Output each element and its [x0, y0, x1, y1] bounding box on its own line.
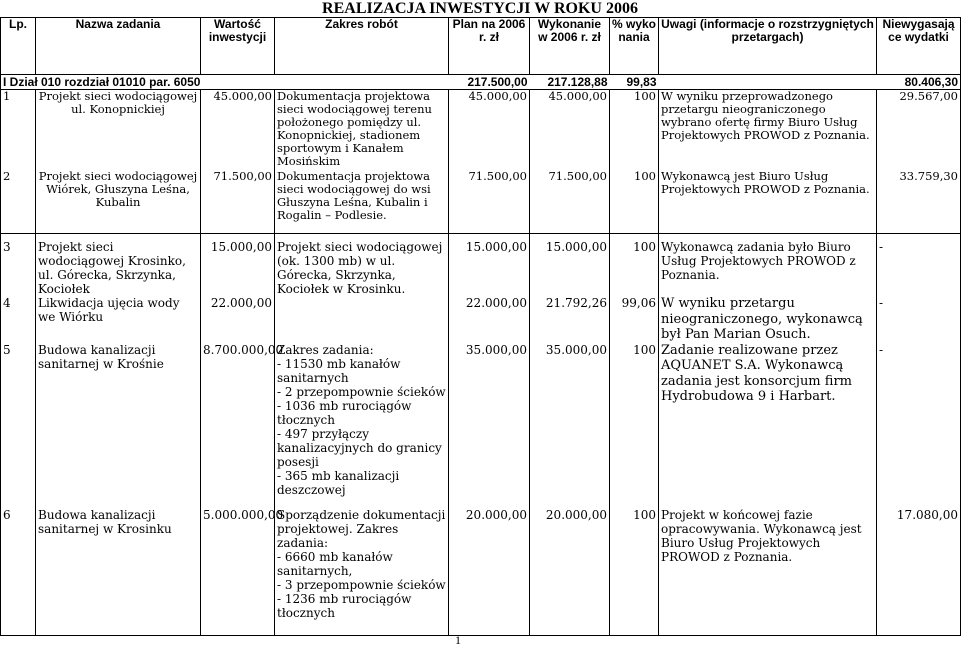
cell-plan: 71.500,00: [449, 170, 530, 234]
cell-lp: 6: [1, 508, 36, 636]
cell-niewygasajace: -: [877, 343, 961, 508]
cell-niewygasajace: -: [877, 234, 961, 297]
section-procent: 99,83: [610, 75, 659, 90]
cell-lp: 5: [1, 343, 36, 508]
cell-uwagi: Wykonawcą zadania było Biuro Usług Projektowych PROWOD z Poznania.: [659, 234, 877, 297]
cell-nazwa: Budowa kanalizacji sanitarnej w Krosinku: [36, 508, 201, 636]
table-row: [1, 296, 961, 343]
cell-wykonanie: 71.500,00: [530, 170, 610, 234]
cell-nazwa: Likwidacja ujęcia wody we Wiórku: [36, 296, 201, 343]
cell-procent: 100: [610, 508, 659, 636]
cell-wartosc: 22.000,00: [201, 296, 275, 343]
table-row: [1, 343, 961, 508]
cell-lp: 4: [1, 296, 36, 343]
cell-wartosc: 71.500,00: [201, 170, 275, 234]
cell-wartosc: 45.000,00: [201, 90, 275, 170]
cell-nazwa: Projekt sieci wodociągowej Krosinko, ul. Górecka, Skrzynka, Kociołek: [36, 234, 201, 297]
cell-procent: 100: [610, 234, 659, 297]
section-row: [1, 75, 961, 90]
header-wartosc: Wartość inwestycji: [201, 18, 275, 75]
header-plan: Plan na 2006 r. zł: [449, 18, 530, 75]
header-nazwa: Nazwa zadania: [36, 18, 201, 75]
table-row: [1, 90, 961, 170]
header-procent: % wyko nania: [610, 18, 659, 75]
cell-uwagi: W wyniku przeprowadzonego przetargu nieograniczonego wybrano ofertę firmy Biuro Usług Projektowych PROWOD z Poznania.: [659, 90, 877, 170]
cell-nazwa: Projekt sieci wodociągowej ul. Konopnickiej: [36, 90, 201, 170]
cell-niewygasajace: -: [877, 296, 961, 343]
cell-wykonanie: 45.000,00: [530, 90, 610, 170]
cell-wykonanie: 21.792,26: [530, 296, 610, 343]
cell-wykonanie: 20.000,00: [530, 508, 610, 636]
cell-nazwa: Budowa kanalizacji sanitarnej w Krośnie: [36, 343, 201, 508]
cell-plan: 20.000,00: [449, 508, 530, 636]
cell-lp: 2: [1, 170, 36, 234]
section-niewygasajace: 80.406,30: [877, 75, 961, 90]
header-lp: Lp.: [1, 18, 36, 75]
cell-zakres: [275, 296, 449, 343]
cell-wartosc: 8.700.000,00: [201, 343, 275, 508]
document-title: REALIZACJA INWESTYCJI W ROKU 2006: [322, 0, 638, 17]
cell-wartosc: 5.000.000,00: [201, 508, 275, 636]
section-plan: 217.500,00: [449, 75, 530, 90]
section-uwagi-empty: [659, 75, 877, 90]
header-wykonanie: Wykonanie w 2006 r. zł: [530, 18, 610, 75]
cell-zakres: Sporządzenie dokumentacji projektowej. Zakres zadania: - 6660 mb kanałów sanitarnych, - 3 przepompownie ścieków - 1236 mb rurociągów tłocznych: [275, 508, 449, 636]
cell-procent: 100: [610, 170, 659, 234]
cell-uwagi: W wyniku przetargu nieograniczonego, wykonawcą był Pan Marian Osuch.: [659, 296, 877, 343]
table-row: [1, 170, 961, 234]
cell-lp: 3: [1, 234, 36, 297]
section-wykonanie: 217.128,88: [530, 75, 610, 90]
header-zakres: Zakres robót: [275, 18, 449, 75]
cell-zakres: Dokumentacja projektowa sieci wodociągowej do wsi Głuszyna Leśna, Kubalin i Rogalin – Podlesie.: [275, 170, 449, 234]
page-number: 1: [455, 633, 461, 647]
cell-plan: 35.000,00: [449, 343, 530, 508]
cell-plan: 45.000,00: [449, 90, 530, 170]
cell-plan: 22.000,00: [449, 296, 530, 343]
header-uwagi: Uwagi (informacje o rozstrzygniętych przetargach): [659, 18, 877, 75]
cell-zakres: Projekt sieci wodociągowej (ok. 1300 mb) w ul. Górecka, Skrzynka, Kociołek w Krosinku.: [275, 234, 449, 297]
cell-uwagi: Zadanie realizowane przez AQUANET S.A. Wykonawcą zadania jest konsorcjum firm Hydrobudowa 9 i Harbart.: [659, 343, 877, 508]
cell-plan: 15.000,00: [449, 234, 530, 297]
cell-wykonanie: 35.000,00: [530, 343, 610, 508]
investment-table: [0, 17, 961, 636]
cell-zakres: Dokumentacja projektowa sieci wodociągowej terenu położonego pomiędzy ul. Konopnickiej, stadionem sportowym i Kanałem Mosińskim: [275, 90, 449, 170]
table-row: [1, 234, 961, 297]
cell-procent: 99,06: [610, 296, 659, 343]
cell-niewygasajace: 29.567,00: [877, 90, 961, 170]
header-niewygasajace: Niewygasają ce wydatki: [877, 18, 961, 75]
cell-niewygasajace: 17.080,00: [877, 508, 961, 636]
cell-lp: 1: [1, 90, 36, 170]
cell-zakres: Zakres zadania: - 11530 mb kanałów sanitarnych - 2 przepompownie ścieków - 1036 mb rurociągów tłocznych - 497 przyłączy kanalizacyjnych do granicy posesji - 365 mb kanalizacji deszczowej: [275, 343, 449, 508]
cell-wykonanie: 15.000,00: [530, 234, 610, 297]
section-label: I Dział 010 rozdział 01010 par. 6050: [1, 75, 449, 90]
cell-nazwa: Projekt sieci wodociągowej Wiórek, Głuszyna Leśna, Kubalin: [36, 170, 201, 234]
cell-wartosc: 15.000,00: [201, 234, 275, 297]
table-row: [1, 508, 961, 636]
cell-niewygasajace: 33.759,30: [877, 170, 961, 234]
cell-procent: 100: [610, 90, 659, 170]
header-row: [1, 18, 961, 75]
cell-uwagi: Projekt w końcowej fazie opracowywania. Wykonawcą jest Biuro Usług Projektowych PROWOD z Poznania.: [659, 508, 877, 636]
cell-uwagi: Wykonawcą jest Biuro Usług Projektowych PROWOD z Poznania.: [659, 170, 877, 234]
cell-procent: 100: [610, 343, 659, 508]
